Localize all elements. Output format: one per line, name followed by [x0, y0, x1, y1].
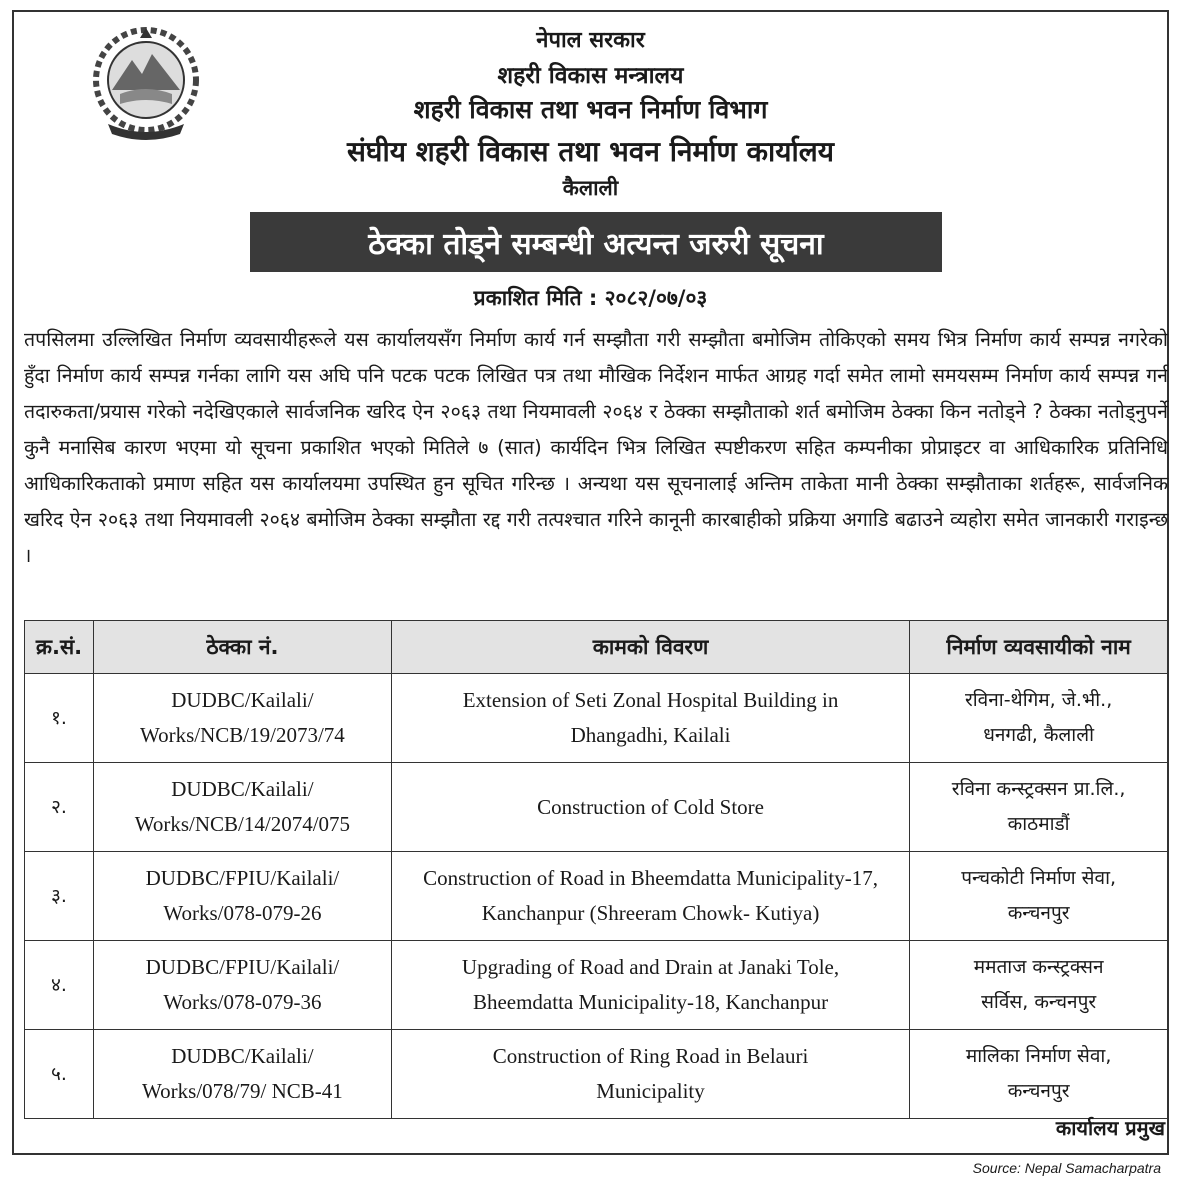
- table-row: [25, 674, 1168, 763]
- cell-description-line: Municipality: [596, 1079, 705, 1103]
- cell-contractor-name: [910, 674, 1168, 763]
- header-office: संघीय शहरी विकास तथा भवन निर्माण कार्यालय: [347, 135, 834, 168]
- signature-office-chief: कार्यालय प्रमुख: [1055, 1116, 1165, 1140]
- contracts-table: [24, 620, 1168, 1119]
- cell-sn: [25, 852, 94, 941]
- cell-contract-no-line: DUDBC/FPIU/Kailali/: [145, 866, 340, 890]
- cell-sn-line: ४.: [51, 973, 67, 996]
- cell-sn-line: ५.: [51, 1062, 67, 1085]
- cell-contract-no: [93, 763, 391, 852]
- cell-contract-no-line: DUDBC/FPIU/Kailali/: [145, 955, 340, 979]
- cell-contractor-name-line: सर्विस, कन्चनपुर: [981, 991, 1097, 1013]
- cell-contractor-name-line: काठमाडौं: [1007, 813, 1070, 835]
- header-department: शहरी विकास तथा भवन निर्माण विभाग: [413, 95, 768, 124]
- cell-description: [391, 941, 909, 1030]
- cell-contract-no-line: DUDBC/Kailali/: [171, 688, 314, 712]
- cell-sn-line: ३.: [51, 884, 67, 907]
- cell-contractor-name-line: धनगढी, कैलाली: [983, 724, 1095, 746]
- cell-contract-no: [93, 941, 391, 1030]
- cell-contractor-name: [910, 763, 1168, 852]
- cell-description: [391, 763, 909, 852]
- table-row: [25, 852, 1168, 941]
- cell-contractor-name-line: मालिका निर्माण सेवा,: [965, 1045, 1112, 1067]
- source-credit: Source: Nepal Samacharpatra: [972, 1160, 1161, 1176]
- cell-description-line: Upgrading of Road and Drain at Janaki Tole,: [461, 955, 840, 979]
- cell-description-line: Dhangadhi, Kailali: [570, 723, 731, 747]
- published-date: प्रकाशित मिति : २०८२/०७/०३: [473, 286, 708, 310]
- cell-contract-no-line: DUDBC/Kailali/: [171, 777, 314, 801]
- cell-description-line: Construction of Cold Store: [537, 794, 764, 819]
- cell-contractor-name-line: पन्चकोटी निर्माण सेवा,: [961, 867, 1117, 889]
- cell-sn: [25, 674, 94, 763]
- cell-contract-no-line: DUDBC/Kailali/: [171, 1044, 314, 1068]
- cell-sn-line: १.: [51, 706, 67, 729]
- table-row: [25, 941, 1168, 1030]
- table-header-row: [25, 621, 1168, 674]
- cell-contract-no: [93, 852, 391, 941]
- cell-contract-no-line: Works/NCB/19/2073/74: [139, 723, 345, 747]
- cell-contractor-name-line: कन्चनपुर: [1007, 902, 1070, 924]
- cell-description-line: Extension of Seti Zonal Hospital Building in: [462, 688, 839, 712]
- cell-description-line: Construction of Road in Bheemdatta Municipality-17,: [423, 866, 878, 890]
- header-ministry: शहरी विकास मन्त्रालय: [497, 63, 684, 89]
- header-government: नेपाल सरकार: [536, 28, 645, 53]
- cell-contractor-name-line: रविना-थेगिम, जे.भी.,: [964, 689, 1113, 711]
- cell-description-line: Construction of Ring Road in Belauri: [492, 1044, 809, 1068]
- table-row: [25, 1030, 1168, 1119]
- table-row: [25, 763, 1168, 852]
- cell-contract-no: [93, 674, 391, 763]
- header-sn: क्र.सं.: [25, 621, 94, 674]
- cell-contractor-name: [910, 1030, 1168, 1119]
- notice-body: तपसिलमा उल्लिखित निर्माण व्यवसायीहरूले यस कार्यालयसँग निर्माण कार्य गर्न सम्झौता गरी सम्झौता बमोजिम तोकिएको समय भित्र निर्माण कार्य सम्पन्न नगरेको हुँदा निर्माण कार्य सम्पन्न गर्नका लागि यस अघि पनि पटक पटक लिखित पत्र तथा मौखिक निर्देशन मार्फत आग्रह गर्दा समेत लामो समयसम्म निर्माण कार्य सम्पन्न गर्न तदारुकता/प्रयास गरेको नदेखिएकाले सार्वजनिक खरिद ऐन २०६३ तथा नियमावली २०६४ र ठेक्का सम्झौताको शर्त बमोजिम ठेक्का किन नतोड्ने ? ठेक्का नतोड्नुपर्ने कुनै मनासिब कारण भएमा यो सूचना प्रकाशित भएको मितिले ७ (सात) कार्यदिन भित्र लिखित स्पष्टीकरण सहित कम्पनीका प्रोप्राइटर वा आधिकारिक प्रतिनिधि आधिकारिकताको प्रमाण सहित यस कार्यालयमा उपस्थित हुन सूचित गरिन्छ । अन्यथा यस सूचनालाई अन्तिम ताकेता मानी ठेक्का सम्झौताका शर्तहरू, सार्वजनिक खरिद ऐन २०६३ तथा नियमावली २०६४ बमोजिम ठेक्का सम्झौता रद्द गरी तत्पश्चात गरिने कानूनी कारबाहीको प्रक्रिया अगाडि बढाउने व्यहोरा समेत जानकारी गराइन्छ ।: [24, 328, 1168, 567]
- cell-contractor-name: [910, 941, 1168, 1030]
- cell-description-line: Bheemdatta Municipality-18, Kanchanpur: [472, 990, 829, 1014]
- cell-sn: [25, 763, 94, 852]
- cell-contractor-name-line: रविना कन्स्ट्रक्सन प्रा.लि.,: [951, 778, 1126, 800]
- cell-contract-no-line: Works/078-079-36: [163, 990, 322, 1014]
- cell-sn: [25, 941, 94, 1030]
- cell-contract-no-line: Works/078/79/ NCB-41: [142, 1079, 343, 1103]
- cell-contractor-name-line: कन्चनपुर: [1007, 1080, 1070, 1102]
- header-contract-no: ठेक्का नं.: [93, 621, 391, 674]
- notice-title: ठेक्का तोड्ने सम्बन्धी अत्यन्त जरुरी सूचना: [250, 212, 942, 272]
- cell-contract-no: [93, 1030, 391, 1119]
- cell-description: [391, 852, 909, 941]
- cell-sn-line: २.: [51, 795, 67, 818]
- header-district: कैलाली: [562, 176, 619, 200]
- cell-contractor-name-line: ममताज कन्स्ट्रक्सन: [973, 956, 1104, 978]
- cell-description: [391, 674, 909, 763]
- header-contractor-name: निर्माण व्यवसायीको नाम: [910, 621, 1168, 674]
- cell-description-line: Kanchanpur (Shreeram Chowk- Kutiya): [481, 901, 820, 925]
- header-description: कामको विवरण: [391, 621, 909, 674]
- cell-contract-no-line: Works/078-079-26: [163, 901, 322, 925]
- cell-sn: [25, 1030, 94, 1119]
- cell-contractor-name: [910, 852, 1168, 941]
- cell-contract-no-line: Works/NCB/14/2074/075: [134, 812, 351, 836]
- cell-description: [391, 1030, 909, 1119]
